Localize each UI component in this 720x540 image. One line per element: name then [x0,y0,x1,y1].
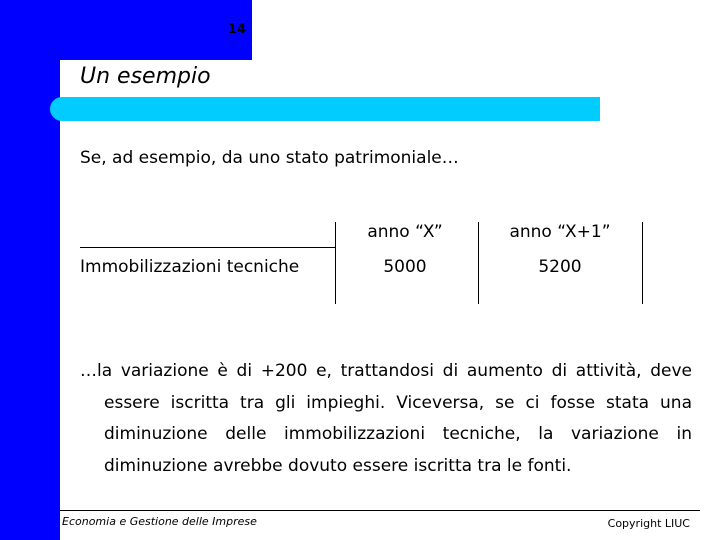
cell-year-x-plus-1-value: 5200 [538,257,582,277]
footer-copyright: Copyright LIUC [607,517,690,530]
intro-text: Se, ad esempio, da uno stato patrimoniale… [80,148,459,168]
table-top-rule [80,247,335,248]
column-header-year-x-plus-1: anno “X+1” [509,222,611,242]
page-number: 14 [227,22,246,37]
footer-rule [60,510,700,511]
column-header-year-x: anno “X” [367,222,443,242]
footer-course-name: Economia e Gestione delle Imprese [62,515,257,528]
title-underline-bar [50,97,600,121]
row-label-immobilizzazioni: Immobilizzazioni tecniche [80,257,300,277]
table-divider-right [642,222,643,304]
cell-year-x-value: 5000 [383,257,427,277]
slide-title: Un esempio [80,64,211,89]
table-divider-left [335,222,336,304]
left-decorative-bar [0,0,60,540]
table-divider-middle [478,222,479,304]
explanation-paragraph: …la variazione è di +200 e, trattandosi di aumento di attività, deve essere iscritta tra gli impieghi. Viceversa, se ci fosse stata una diminuzione delle immobilizzazioni tecniche, la variazione in diminuzione avrebbe dovuto essere iscritta tra le fonti. [80,361,692,476]
